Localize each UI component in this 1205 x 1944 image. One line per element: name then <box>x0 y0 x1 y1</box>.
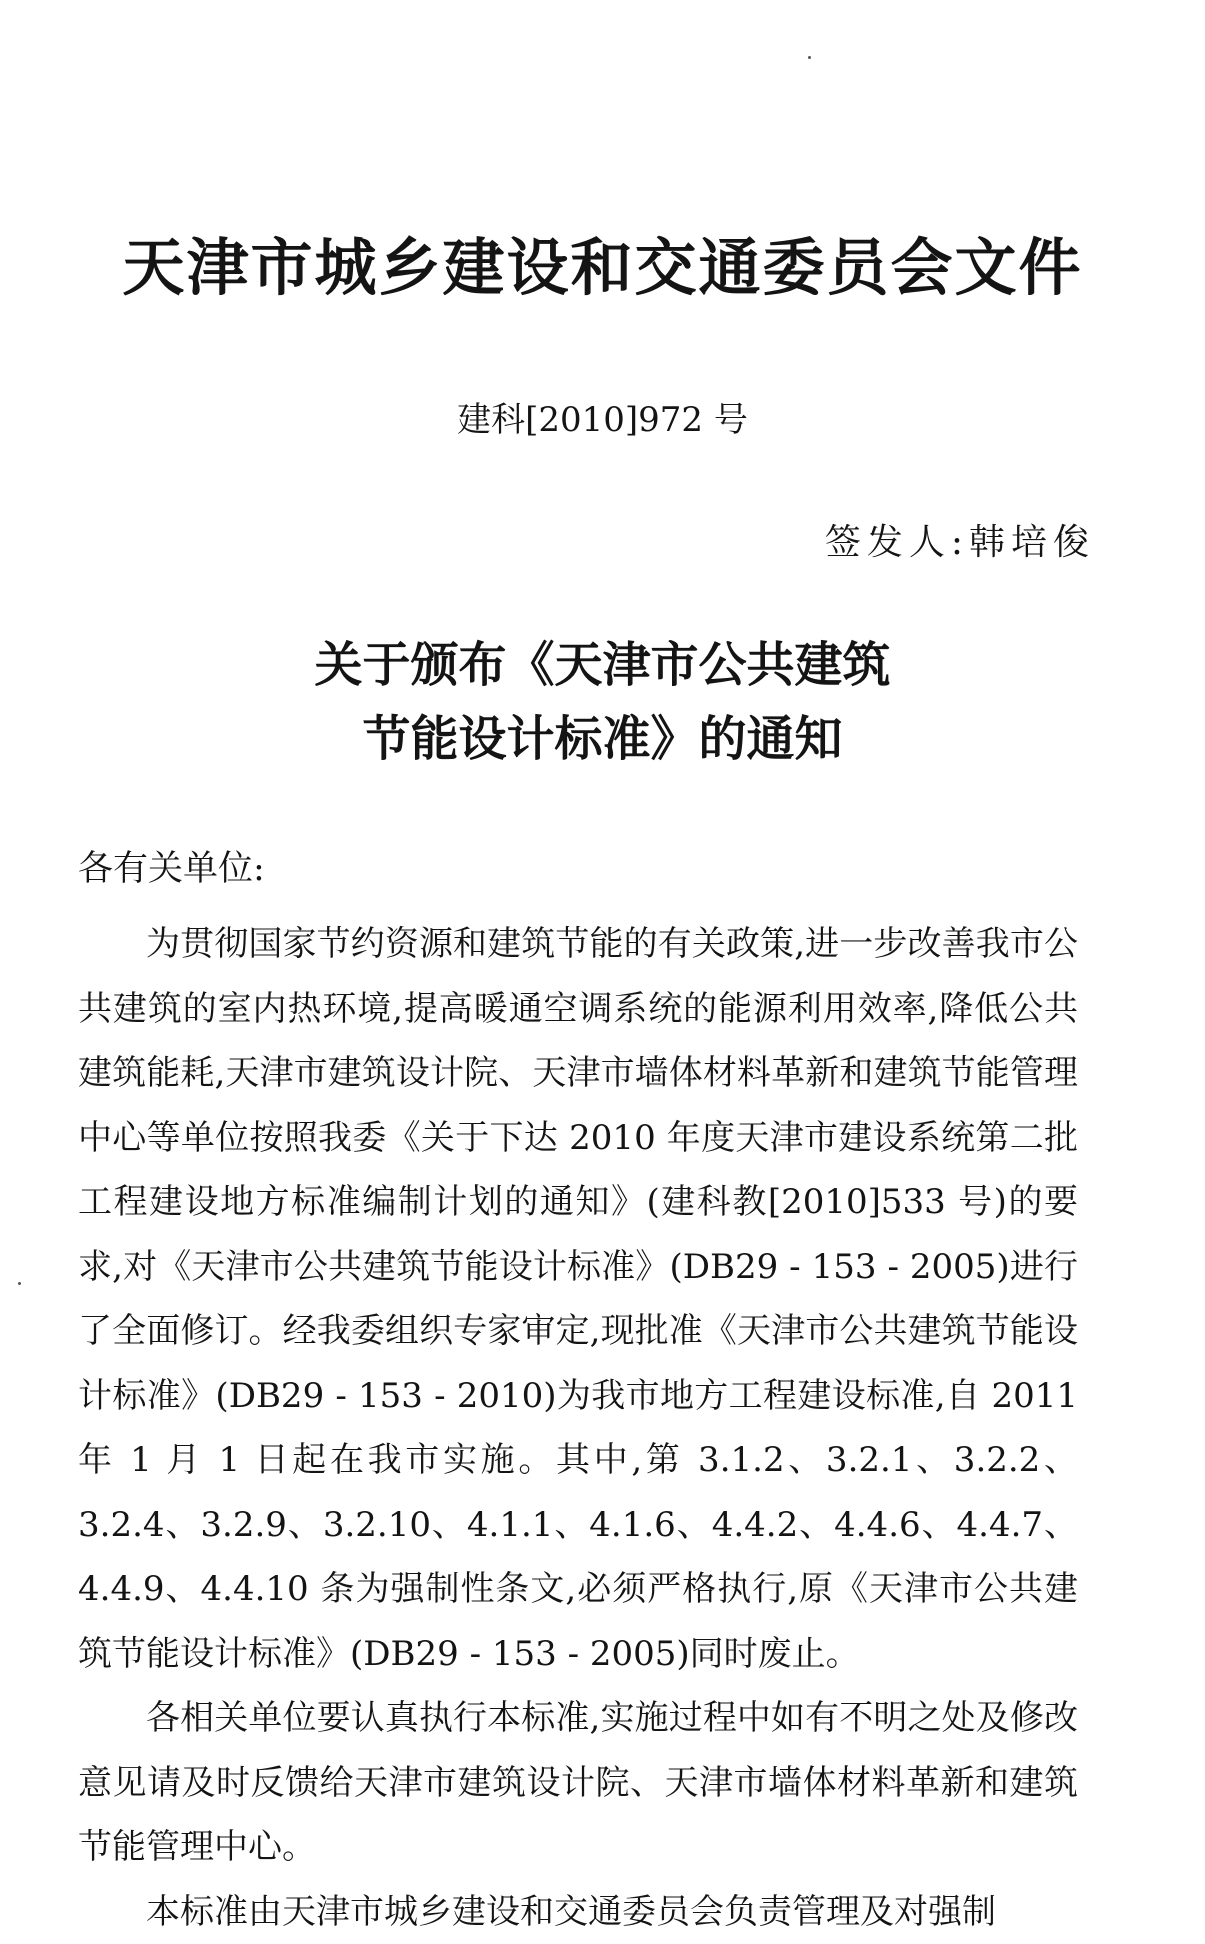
document-header: 天津市城乡建设和交通委员会文件 <box>60 228 1145 308</box>
body-paragraph-2: 各相关单位要认真执行本标准,实施过程中如有不明之处及修改意见请及时反馈给天津市建筑设计院、天津市墙体材料革新和建筑节能管理中心。 <box>78 1686 1078 1880</box>
salutation: 各有关单位: <box>78 846 265 892</box>
body-paragraph-3: 本标准由天津市城乡建设和交通委员会负责管理及对强制 <box>78 1880 1078 1944</box>
signer: 签发人:韩培俊 <box>825 520 1095 566</box>
notice-title-line-2: 节能设计标准》的通知 <box>0 702 1205 776</box>
body-text <box>78 912 1078 1944</box>
scan-speck <box>808 56 811 59</box>
body-paragraph-1: 为贯彻国家节约资源和建筑节能的有关政策,进一步改善我市公共建筑的室内热环境,提高暖通空调系统的能源利用效率,降低公共建筑能耗,天津市建筑设计院、天津市墙体材料革新和建筑节能管理中心等单位按照我委《关于下达 2010 年度天津市建设系统第二批工程建设地方标准编制计划的通知》(建科教[2010]533 号)的要求,对《天津市公共建筑节能设计标准》(DB29 - 153 - 2005)进行了全面修订。经我委组织专家审定,现批准《天津市公共建筑节能设计标准》(DB29 - 153 - 2010)为我市地方工程建设标准,自 2011 年 1 月 1 日起在我市实施。其中,第 3.1.2、3.2.1、3.2.2、3.2.4、3.2.9、3.2.10、4.1.1、4.1.6、4.4.2、4.4.6、4.4.7、4.4.9、4.4.10 条为强制性条文,必须严格执行,原《天津市公共建筑节能设计标准》(DB29 - 153 - 2005)同时废止。 <box>78 912 1078 1686</box>
scan-speck <box>18 1282 21 1285</box>
document-number: 建科[2010]972 号 <box>0 398 1205 442</box>
notice-title <box>0 628 1205 776</box>
notice-title-line-1: 关于颁布《天津市公共建筑 <box>0 628 1205 702</box>
